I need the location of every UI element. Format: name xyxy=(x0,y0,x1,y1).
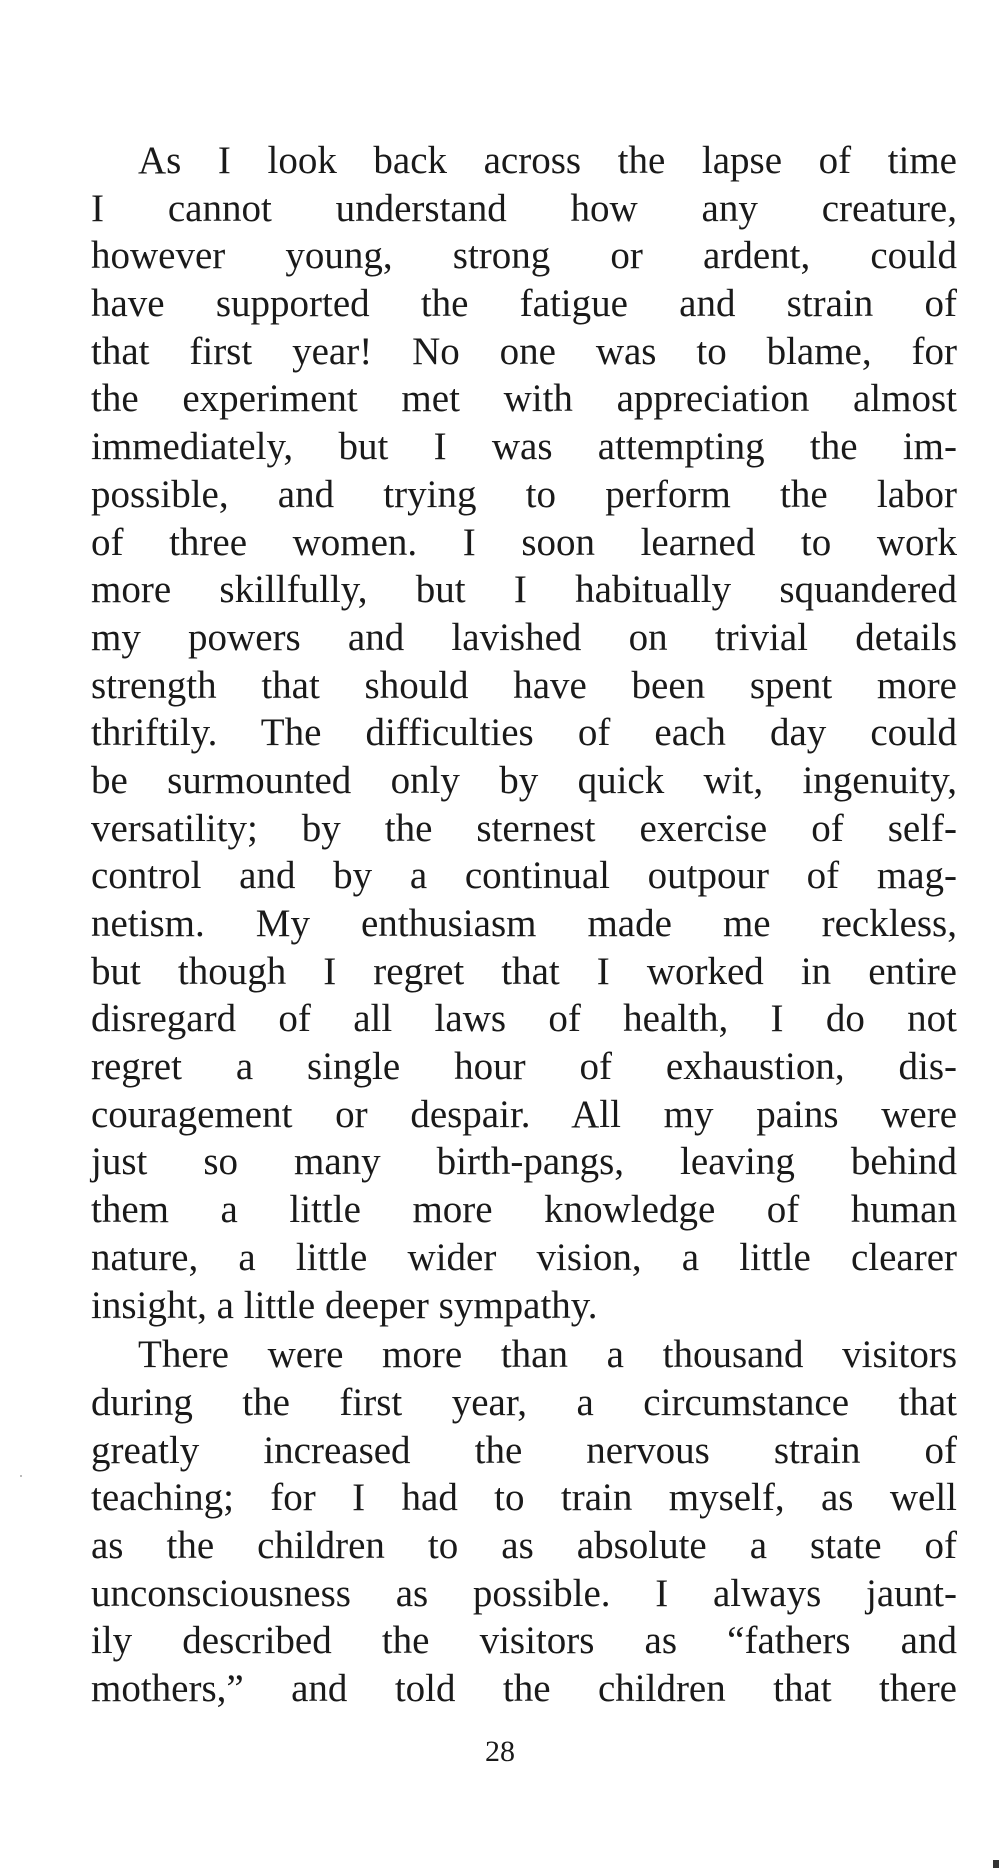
text-line: control and by a continual outpour of mag- xyxy=(91,854,957,898)
text-line: them a little more knowledge of human xyxy=(91,1188,957,1232)
paragraph-2 xyxy=(91,1331,957,1713)
text-line: thriftily. The difficulties of each day could xyxy=(91,711,957,755)
text-line: ily described the visitors as “fathers and xyxy=(91,1619,957,1663)
text-line: more skillfully, but I habitually squandered xyxy=(91,568,957,612)
text-line: that first year! No one was to blame, for xyxy=(91,329,957,373)
text-line: as the children to as absolute a state of xyxy=(91,1523,957,1567)
text-line: nature, a little wider vision, a little clearer xyxy=(91,1235,957,1279)
page-number: 28 xyxy=(485,1735,515,1768)
text-line: regret a single hour of exhaustion, dis- xyxy=(91,1045,957,1089)
text-line: be surmounted only by quick wit, ingenuity, xyxy=(91,758,957,802)
paragraph-1 xyxy=(91,137,957,1329)
text-line: just so many birth-pangs, leaving behind xyxy=(91,1140,957,1184)
text-line: insight, a little deeper sympathy. xyxy=(91,1283,598,1327)
text-line: of three women. I soon learned to work xyxy=(91,520,957,564)
text-line: possible, and trying to perform the labor xyxy=(91,472,957,516)
text-line: the experiment met with appreciation almost xyxy=(91,377,957,421)
scan-speck xyxy=(20,1475,22,1477)
text-line: have supported the fatigue and strain of xyxy=(91,282,957,326)
text-line: my powers and lavished on trivial details xyxy=(91,615,957,659)
text-line: however young, strong or ardent, could xyxy=(91,234,957,278)
text-line: There were more than a thousand visitors xyxy=(138,1333,957,1377)
text-line: disregard of all laws of health, I do not xyxy=(91,997,957,1041)
text-line: unconsciousness as possible. I always jaunt- xyxy=(91,1571,957,1615)
text-line: netism. My enthusiasm made me reckless, xyxy=(91,902,957,945)
text-line: during the first year, a circumstance that xyxy=(91,1380,957,1424)
text-line: immediately, but I was attempting the im- xyxy=(91,425,957,469)
text-line: couragement or despair. All my pains were xyxy=(91,1092,957,1136)
text-line: mothers,” and told the children that there xyxy=(91,1667,957,1710)
text-line: teaching; for I had to train myself, as well xyxy=(91,1476,957,1520)
text-line: greatly increased the nervous strain of xyxy=(91,1428,957,1472)
text-line: strength that should have been spent more xyxy=(91,663,957,707)
text-line: As I look back across the lapse of time xyxy=(138,139,957,182)
scan-speck xyxy=(993,1860,999,1868)
text-line: but though I regret that I worked in entire xyxy=(91,949,957,993)
text-line: versatility; by the sternest exercise of self- xyxy=(91,806,957,850)
body-text xyxy=(91,137,957,1713)
text-line: I cannot understand how any creature, xyxy=(91,186,957,230)
